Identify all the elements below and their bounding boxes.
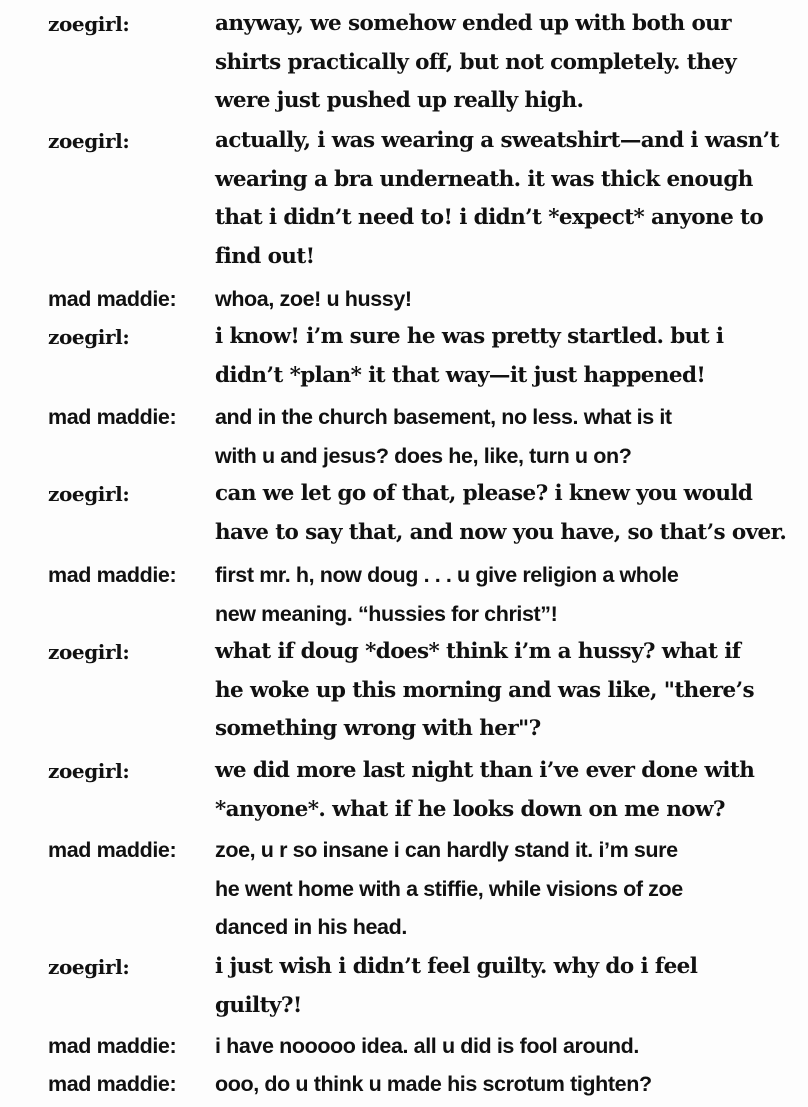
message-speaker: mad maddie: [48, 1072, 177, 1096]
message-text: whoa, zoe! u hussy! [215, 287, 412, 311]
message-speaker: zoegirl: [48, 955, 130, 979]
message-speaker: mad maddie: [48, 405, 177, 429]
message-speaker: mad maddie: [48, 838, 177, 862]
message-speaker: zoegirl: [48, 482, 130, 506]
message-text: i know! i’m sure he was pretty startled. but i didn’t *plan* it that way—it just happened! [215, 324, 724, 388]
message-speaker: mad maddie: [48, 287, 177, 311]
message-speaker: zoegirl: [48, 640, 130, 664]
message-speaker: zoegirl: [48, 759, 130, 783]
message-speaker: mad maddie: [48, 1034, 177, 1058]
message-text: what if doug *does* think i’m a hussy? what if he woke up this morning and was like, "there’s something wrong with her"? [215, 639, 754, 742]
message-speaker: mad maddie: [48, 563, 177, 587]
message-text: i have nooooo idea. all u did is fool around. [215, 1034, 639, 1058]
message-text: i just wish i didn’t feel guilty. why do i feel guilty?! [215, 954, 698, 1018]
message-speaker: zoegirl: [48, 325, 130, 349]
message-text: can we let go of that, please? i knew you would have to say that, and now you have, so that’s over. [215, 481, 787, 545]
message-text: ooo, do u think u made his scrotum tighten? [215, 1072, 652, 1096]
message-text: first mr. h, now doug . . . u give religion a whole new meaning. “hussies for christ”! [215, 563, 679, 626]
message-text: zoe, u r so insane i can hardly stand it. i’m sure he went home with a stiffie, while visions of zoe danced in his head. [215, 838, 683, 940]
message-speaker: zoegirl: [48, 129, 130, 153]
message-text: we did more last night than i’ve ever done with *anyone*. what if he looks down on me now? [215, 758, 755, 822]
message-text: and in the church basement, no less. what is it with u and jesus? does he, like, turn u on? [215, 405, 672, 468]
message-text: anyway, we somehow ended up with both our shirts practically off, but not completely. they were just pushed up really high. [215, 11, 737, 114]
message-speaker: zoegirl: [48, 12, 130, 36]
message-text: actually, i was wearing a sweatshirt—and i wasn’t wearing a bra underneath. it was thick enough that i didn’t need to! i didn’t *expect* anyone to find out! [215, 128, 779, 270]
